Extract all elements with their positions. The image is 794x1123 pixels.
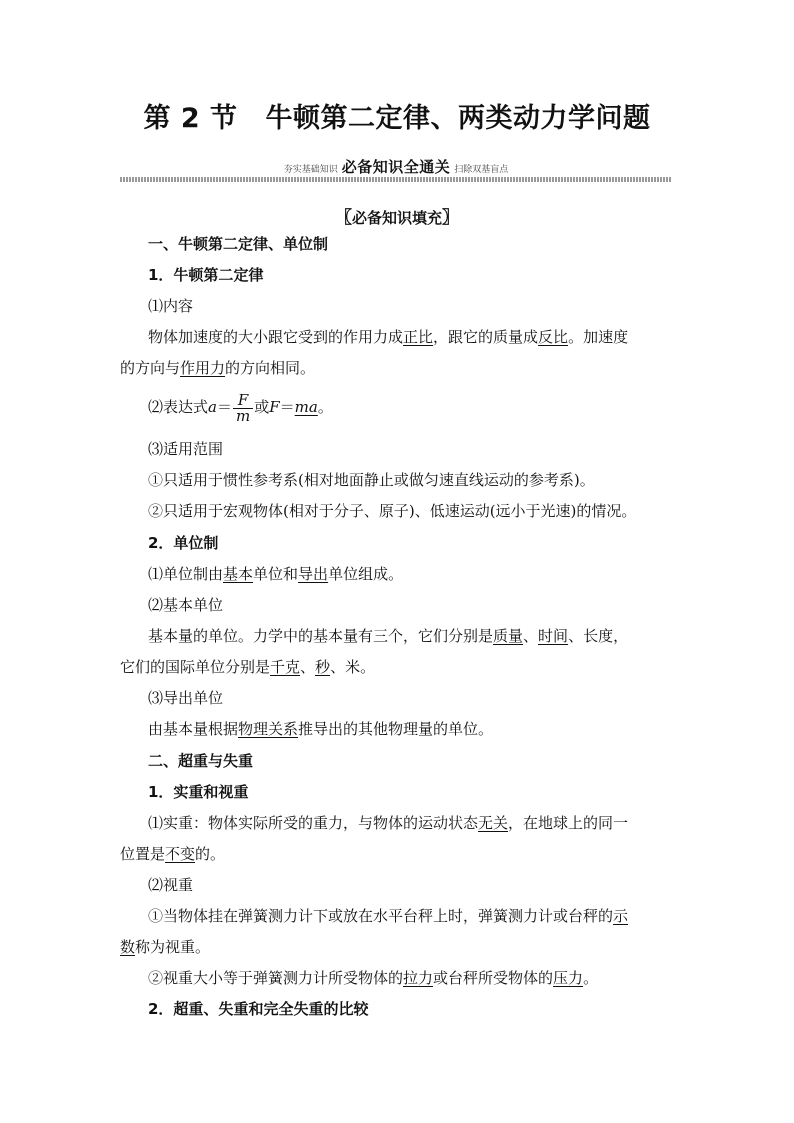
text: 。加速度: [568, 328, 629, 346]
text: 、长度，: [568, 627, 629, 645]
blank-answer: 无关: [478, 814, 509, 832]
section-heading: [0, 203, 794, 228]
text: 、米。: [330, 658, 376, 676]
heading-1-1: 1．牛顿第二定律: [148, 266, 264, 284]
text: 的方向相同。: [225, 359, 316, 377]
title-text: 牛顿第二定律、两类动力学问题: [265, 103, 651, 134]
text: ，跟它的质量成: [433, 328, 539, 346]
close-bracket: 〗: [442, 208, 459, 228]
blank-answer: 拉力: [403, 969, 434, 987]
banner-right-caption: 扫除双基盲点: [454, 165, 509, 175]
weight-heading-2: ⑵视重: [148, 876, 194, 894]
expression-line: [148, 392, 676, 424]
blank-answer: 反比: [538, 328, 569, 346]
heading-2-1: 1．实重和视重: [148, 783, 249, 801]
heading-2-2: 2．超重、失重和完全失重的比较: [148, 1000, 369, 1018]
blank-answer: 不变: [165, 845, 196, 863]
text: 基本量的单位。力学中的基本量有三个，它们分别是: [148, 627, 494, 645]
text: ⑴实重：物体实际所受的重力，与物体的运动状态: [148, 814, 479, 832]
blank-answer: 作用力: [180, 359, 226, 377]
section-banner: [120, 152, 672, 190]
text: 物体加速度的大小跟它受到的作用力成: [148, 328, 404, 346]
blank-answer: 压力: [553, 969, 584, 987]
text: ＝: [216, 398, 232, 416]
text: ，在地球上的同一: [508, 814, 629, 832]
text: 由基本量根据: [148, 720, 239, 738]
weight-item-1: [148, 906, 676, 926]
unit-line-1: [148, 564, 676, 584]
page-title: [0, 96, 794, 135]
unit-line-2: [148, 626, 676, 646]
open-bracket: 〖: [334, 208, 352, 228]
blank-answer: 正比: [403, 328, 434, 346]
fraction-numerator: F: [233, 393, 253, 409]
text: 它们的国际单位分别是: [120, 658, 271, 676]
text: 、: [300, 658, 316, 676]
unit-line-3: [120, 657, 676, 677]
unit-heading-2: ⑵基本单位: [148, 596, 224, 614]
blank-answer: 质量: [493, 627, 524, 645]
text: 的方向与: [120, 359, 181, 377]
weight-line-2: [120, 844, 676, 864]
content-line-2: [120, 358, 676, 378]
blank-answer: ma: [294, 398, 318, 416]
text: ⑵表达式: [148, 398, 209, 416]
section-heading-label: 必备知识填充: [351, 209, 442, 227]
blank-answer: 导出: [298, 565, 329, 583]
weight-item-1-cont: [120, 937, 676, 957]
text: 推导出的其他物理量的单位。: [298, 720, 494, 738]
section-number: 第 2 节: [143, 103, 238, 134]
weight-item-2: [148, 968, 676, 988]
unit-heading-3: ⑶导出单位: [148, 689, 224, 707]
banner-left-caption: 夯实基础知识: [283, 165, 338, 175]
text: ②视重大小等于弹簧测力计所受物体的: [148, 969, 404, 987]
unit-line-4: [148, 719, 676, 739]
blank-answer: 时间: [538, 627, 569, 645]
blank-answer: 示: [613, 907, 629, 925]
text: 称为视重。: [135, 938, 211, 956]
text: 位置是: [120, 845, 166, 863]
fraction: [233, 390, 253, 425]
text: 单位组成。: [328, 565, 404, 583]
blank-answer: 千克: [270, 658, 301, 676]
text: ①当物体挂在弹簧测力计下或放在水平台秤上时，弹簧测力计或台秤的: [148, 907, 614, 925]
text: 。: [317, 398, 333, 416]
blank-answer: 物理关系: [238, 720, 299, 738]
heading-content: ⑴内容: [148, 297, 194, 315]
heading-1: 一、牛顿第二定律、单位制: [148, 235, 329, 253]
scope-item-1: ①只适用于惯性参考系(相对地面静止或做匀速直线运动的参考系)。: [148, 471, 595, 489]
scope-heading: ⑶适用范围: [148, 440, 224, 458]
blank-answer: 基本: [223, 565, 254, 583]
scope-item-2: ②只适用于宏观物体(相对于分子、原子)、低速运动(远小于光速)的情况。: [148, 502, 637, 520]
text: 或台秤所受物体的: [433, 969, 554, 987]
banner-dotted-rule: [120, 177, 672, 182]
blank-answer: 秒: [315, 658, 331, 676]
weight-line-1: [148, 813, 676, 833]
text: 、: [523, 627, 539, 645]
text: 的。: [195, 845, 226, 863]
math-symbol: a: [208, 398, 217, 416]
text: 单位和: [253, 565, 299, 583]
text: ＝: [279, 398, 295, 416]
banner-main-text: 必备知识全通关: [341, 158, 451, 176]
fraction-denominator: m: [235, 406, 251, 425]
text: 。: [583, 969, 599, 987]
blank-answer: 数: [120, 938, 136, 956]
math-symbol: F: [269, 398, 280, 416]
text: ⑴单位制由: [148, 565, 224, 583]
text: 或: [254, 398, 270, 416]
heading-2: 二、超重与失重: [148, 752, 254, 770]
content-line-1: [148, 327, 676, 347]
heading-1-2: 2．单位制: [148, 534, 219, 552]
